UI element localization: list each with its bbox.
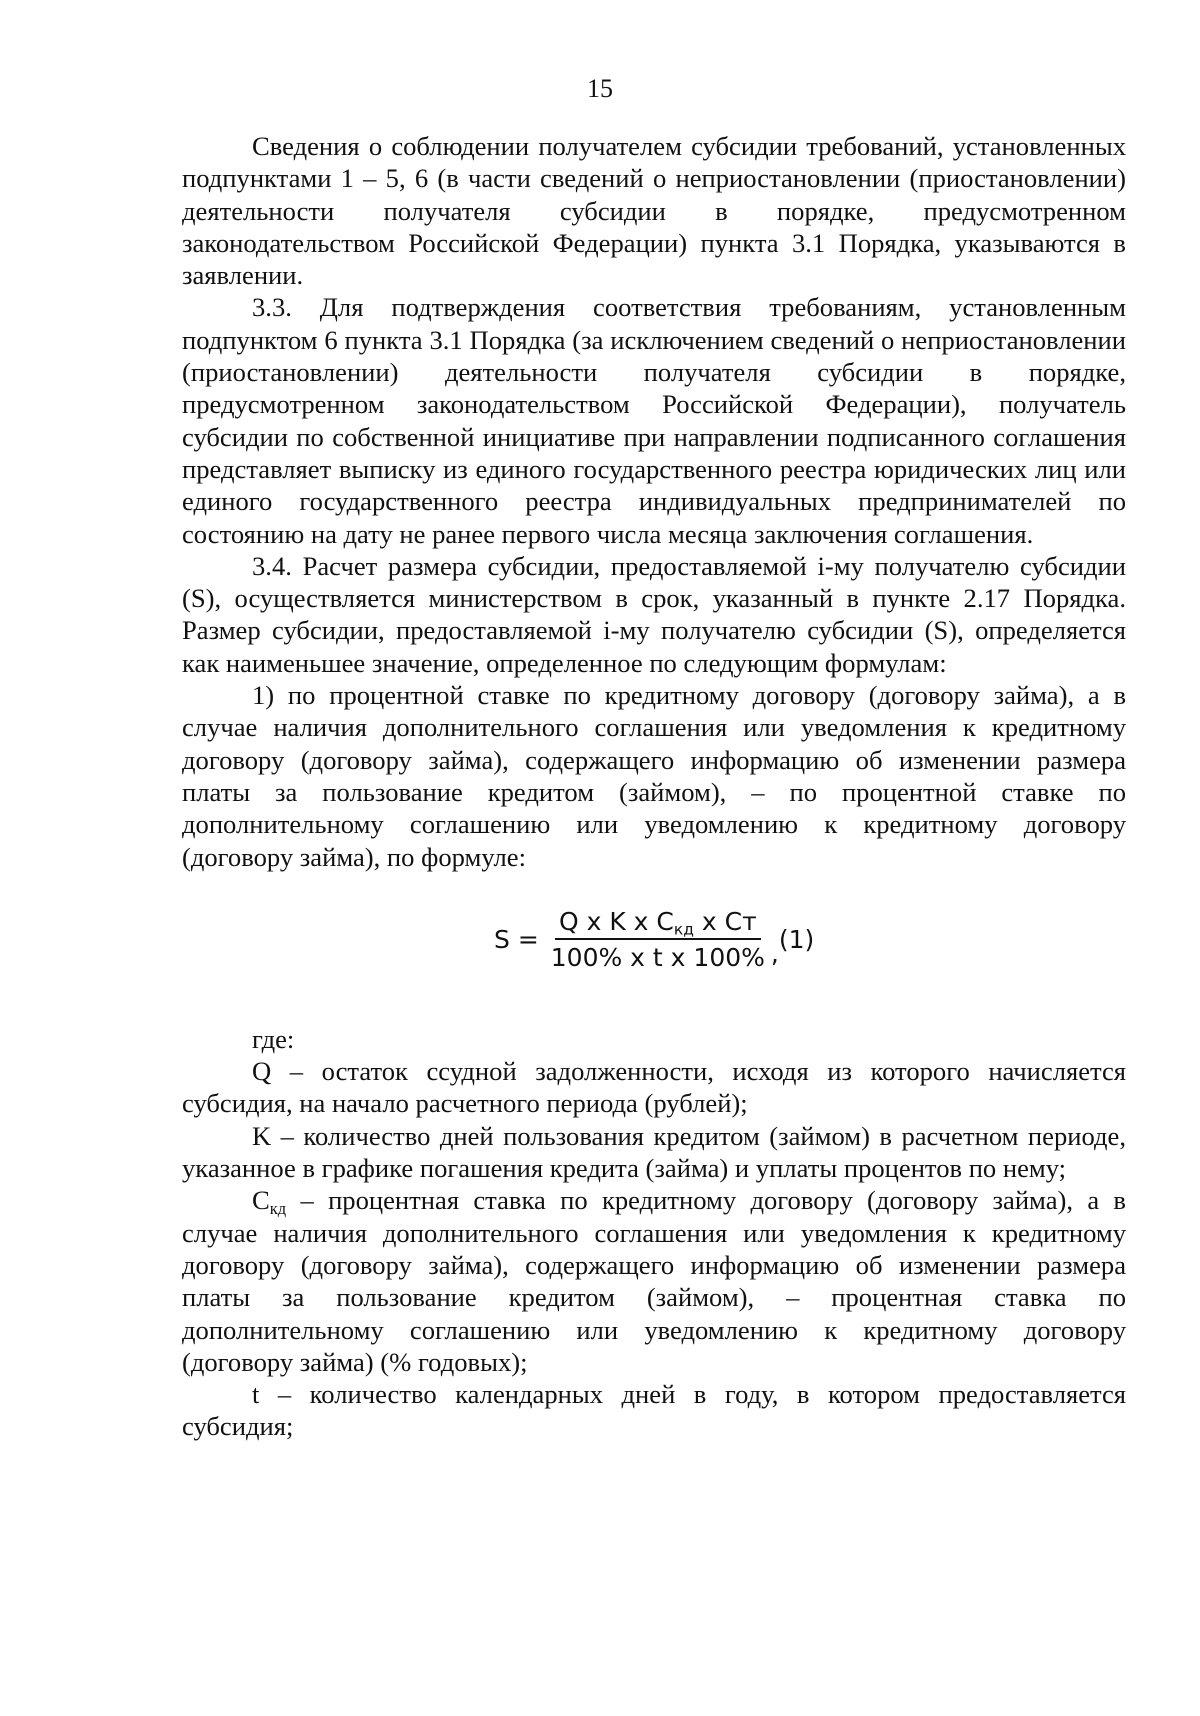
ckd-text: – процентная ставка по кредитному договору (договору займа), а в случае наличия дополнительного соглашения или уведомления к кредитному договору (договору займа), содержащего информацию об изменении размера платы за пользование кредитом (займом), – процентная ставка по дополнительному соглашению или уведомлению к кредитному договору (договору займа) (% годовых); — [182, 1185, 1126, 1377]
formula-numerator — [555, 907, 761, 940]
formula-lhs: S = — [494, 924, 539, 954]
page-number: 15 — [587, 74, 613, 103]
definition-q: Q – остаток ссудной задолженности, исходя из которого начисляется субсидия, на начало расчетного периода (рублей); — [182, 1056, 1126, 1119]
numerator-part-b: x Ст — [693, 906, 757, 936]
ckd-symbol: С — [252, 1185, 270, 1216]
formula-number: (1) — [778, 924, 815, 954]
paragraph-item-1: 1) по процентной ставке по кредитному договору (договору займа), а в случае наличия дополнительного соглашения или уведомления к кредитному договору (договору займа), содержащего информацию об изменении размера платы за пользование кредитом (займом), – по процентной ставке по дополнительному соглашению или уведомлению к кредитному договору (договору займа), по формуле: — [182, 680, 1126, 872]
ckd-subscript: кд — [269, 1199, 287, 1219]
formula-block — [182, 873, 1126, 1023]
formula-1 — [494, 907, 814, 972]
definition-ckd — [182, 1184, 1126, 1378]
formula-fraction — [547, 907, 769, 972]
paragraph-3-4: 3.4. Расчет размера субсидии, предоставляемой i-му получателю субсидии (S), осуществляется министерством в срок, указанный в пункте 2.17 Порядка. Размер субсидии, предоставляемой i-му получателю субсидии (S), определяется как наименьшее значение, определенное по следующим формулам: — [182, 550, 1126, 678]
where-label: где: — [252, 1023, 295, 1054]
document-body — [182, 130, 1126, 1443]
definition-k: K – количество дней пользования кредитом (займом) в расчетном периоде, указанное в графике погашения кредита (займа) и уплаты процентов по нему; — [182, 1120, 1126, 1184]
definition-t: t – количество календарных дней в году, в котором предоставляется субсидия; — [182, 1379, 1126, 1442]
formula-comma: , — [770, 938, 779, 968]
numerator-subscript: кд — [673, 920, 694, 939]
numerator-part-a: Q x K x C — [558, 906, 674, 936]
formula-denominator: 100% x t x 100% — [550, 942, 765, 972]
paragraph-requirements-info: Сведения о соблюдении получателем субсидии требований, установленных подпунктами 1 – 5, 6 (в части сведений о неприостановлении (приостановлении) деятельности получателя субсидии в порядке, предусмотренном законодательством Российской Федерации) пункта 3.1 Порядка, указываются в заявлении. — [182, 131, 1126, 291]
paragraph-3-3: 3.3. Для подтверждения соответствия требованиям, установленным подпунктом 6 пункта 3.1 Порядка (за исключением сведений о неприостановлении (приостановлении) деятельности получателя субсидии в порядке, предусмотренном законодательством Российской Федерации), получатель субсидии по собственной инициативе при направлении подписанного соглашения представляет выписку из единого государственного реестра юридических лиц или единого государственного реестра индивидуальных предпринимателей по состоянию на дату не ранее первого числа месяца заключения соглашения. — [182, 292, 1126, 549]
